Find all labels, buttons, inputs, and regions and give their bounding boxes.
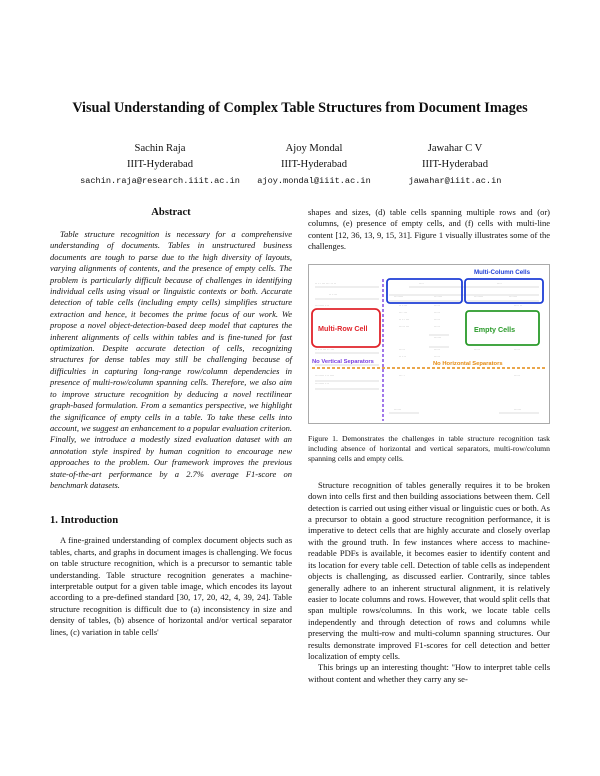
svg-text:·····: ····· xyxy=(434,317,440,322)
no-horizontal-label: No Horizontal Separators xyxy=(433,360,503,367)
svg-text:··· ···: ··· ··· xyxy=(399,310,407,315)
author-3 xyxy=(355,141,555,189)
table-content-lines xyxy=(315,287,539,413)
svg-text:·····: ····· xyxy=(434,310,440,315)
multi-row-label: Multi-Row Cell xyxy=(318,323,368,333)
left-column xyxy=(50,207,292,638)
svg-text:········ ···: ········ ··· xyxy=(315,303,329,308)
body-paragraph: Structure recognition of tables generally requires it to be broken down into cells first and then building associations between them. Cell detection is carried out using either visual or linguistic cues or both. As a precursor to obtain a good structure recognition performance, it is imperative to detect cells that are highly accurate and closely overlap with the ground truth. In few instances where access to machine-readable PDFs is available, it becomes easier to identify content and its location for every table cell. Detection of table cells as independent objects is challenging, as discussed earlier. Contrarily, since tables generally adhere to an inherent structural alignment, it is relatively easier to locate columns and rows. However, that would split cells that span multiple rows/columns. In this work, we locate table cells independently and through detection of rows and columns while preserving the multi-row and multi-column spanning structures. Our results demonstrate improved F1-scores for cell detection and better localization of empty cells. xyxy=(308,479,550,661)
svg-text:··· ·: ··· · xyxy=(399,373,405,378)
multi-column-box-left xyxy=(387,279,462,303)
figure-1 xyxy=(308,264,550,424)
svg-text:·····: ····· xyxy=(514,373,520,378)
multi-column-label: Multi-Column Cells xyxy=(474,268,531,276)
svg-text:·· ·· ···: ·· ·· ··· xyxy=(399,317,410,322)
author-affiliation: IIIT-Hyderabad xyxy=(126,159,194,170)
author-email: sachin.raja@research.iiit.ac.in xyxy=(80,176,240,186)
body-paragraph: This brings up an interesting thought: "How to interpret table cells without content and whether they carry any se- xyxy=(308,662,550,684)
figure-1-illustration xyxy=(309,265,549,423)
svg-text:·· ····: ·· ···· xyxy=(329,292,337,297)
svg-text:·····: ····· xyxy=(399,347,405,352)
section-heading-introduction: 1. Introduction xyxy=(50,515,119,527)
svg-text:····· ···: ····· ··· xyxy=(399,324,410,329)
svg-text:······: ······ xyxy=(514,407,521,412)
svg-text:·····: ····· xyxy=(434,324,440,329)
author-affiliation: IIIT-Hyderabad xyxy=(421,159,489,170)
svg-text:·····: ····· xyxy=(434,303,440,308)
svg-text:·· ···: ·· ··· xyxy=(399,354,406,359)
author-name: Ajoy Mondal xyxy=(285,143,343,154)
author-email: jawahar@iiit.ac.in xyxy=(408,176,502,186)
svg-text:········: ········ xyxy=(474,294,484,299)
empty-cells-label: Empty Cells xyxy=(474,324,516,334)
svg-text:····: ···· xyxy=(419,281,424,286)
abstract-heading: Abstract xyxy=(151,207,191,218)
svg-text:·······: ······· xyxy=(434,294,443,299)
svg-text:········ ···: ········ ··· xyxy=(315,381,329,386)
abstract-text: Table structure recognition is necessary for a comprehensive understanding of documents. Tables in unstructured business documents are tough to parse due to the high diversity of layouts, varying alignments of contents, and the presence of empty cells. The problem is particularly difficult because of challenges in identifying individual cells using visual or linguistic contexts or both. Accurate detection of table cells (including empty cells) simplifies structure extraction and hence, it becomes the prime focus of our work. We propose a novel object-detection-based deep model that captures the inherent alignments of cells within tables and is fine-tuned for fast optimization. Despite accurate detection of cells, recognizing structures for dense tables may still be challenging because of difficulties in capturing long-range row/column dependencies in presence of multi-row/column spanning cells. Therefore, we also aim to improve structure recognition by deducing a novel rectilinear graph-based formulation. From a semantics perspective, we highlight the significance of empty cells in a table. To take these cells into account, we suggest an enhancement to a popular evaluation criterion. Finally, we introduce a modestly sized evaluation dataset with an annotation style inspired by human cognition to encourage new approaches to the problem. Our framework improves the previous state-of-the-art performance by a 2.7% average F1-score on benchmark datasets. xyxy=(50,229,292,490)
svg-text:·····: ····· xyxy=(434,347,440,352)
svg-text:·····: ····· xyxy=(514,347,520,352)
author-name: Jawahar C V xyxy=(427,143,483,154)
paper-title: Visual Understanding of Complex Table Structures from Document Images xyxy=(72,100,528,116)
intro-paragraph: A fine-grained understanding of complex document objects such as tables, charts, and graphs in document images is challenging. We focus on table structure recognition, which is a precursor to semantic table understanding. Table structure recognition generates a machine-interpretable output for a given table image, which encodes its layout according to a pre-defined standard [30, 17, 20, 42, 4, 39, 24]. Table structure recognition is difficult due to (a) inconsistency in size and density of tables, (b) absence of horizontal and/or vertical separator lines, (c) variation in table cells' xyxy=(50,535,292,637)
svg-text:·····: ····· xyxy=(434,354,440,359)
author-affiliation: IIIT-Hyderabad xyxy=(280,159,348,170)
no-vertical-label: No Vertical Separators xyxy=(312,358,374,365)
svg-text:·· ·· ··· ··· ·· ··: ·· ·· ··· ··· ·· ·· xyxy=(315,281,337,286)
author-email: ajoy.mondal@iiit.ac.in xyxy=(257,176,371,186)
svg-text:·· ····: ·· ···· xyxy=(399,303,407,308)
svg-text:···· ··: ···· ·· xyxy=(514,303,522,308)
svg-text:········ ··· ····: ········ ··· ···· xyxy=(315,373,335,378)
svg-text:·····: ····· xyxy=(474,347,480,352)
figure-1-caption: Figure 1. Demonstrates the challenges in table structure recognition task including absence of horizontal and vertical separators, multi-row/column spanning cells and empty cells. xyxy=(308,433,550,464)
intro-continued-paragraph: shapes and sizes, (d) table cells spanning multiple rows and (or) columns, (e) presence of empty cells, and (f) cells with multi-line content [12, 36, 13, 9, 15, 31]. Figure 1 visually illustrates some of the challenges. xyxy=(308,207,550,252)
author-name: Sachin Raja xyxy=(134,143,186,154)
svg-text:········: ········ xyxy=(394,294,404,299)
svg-text:·······: ······· xyxy=(509,294,518,299)
svg-text:····: ···· xyxy=(497,281,502,286)
svg-text:·· ··· ··· ·· ···: ·· ··· ··· ·· ··· xyxy=(315,347,335,352)
svg-text:······: ······ xyxy=(394,407,401,412)
svg-text:······: ······ xyxy=(434,335,441,340)
right-column xyxy=(308,207,550,685)
multi-column-box-right xyxy=(465,279,543,303)
